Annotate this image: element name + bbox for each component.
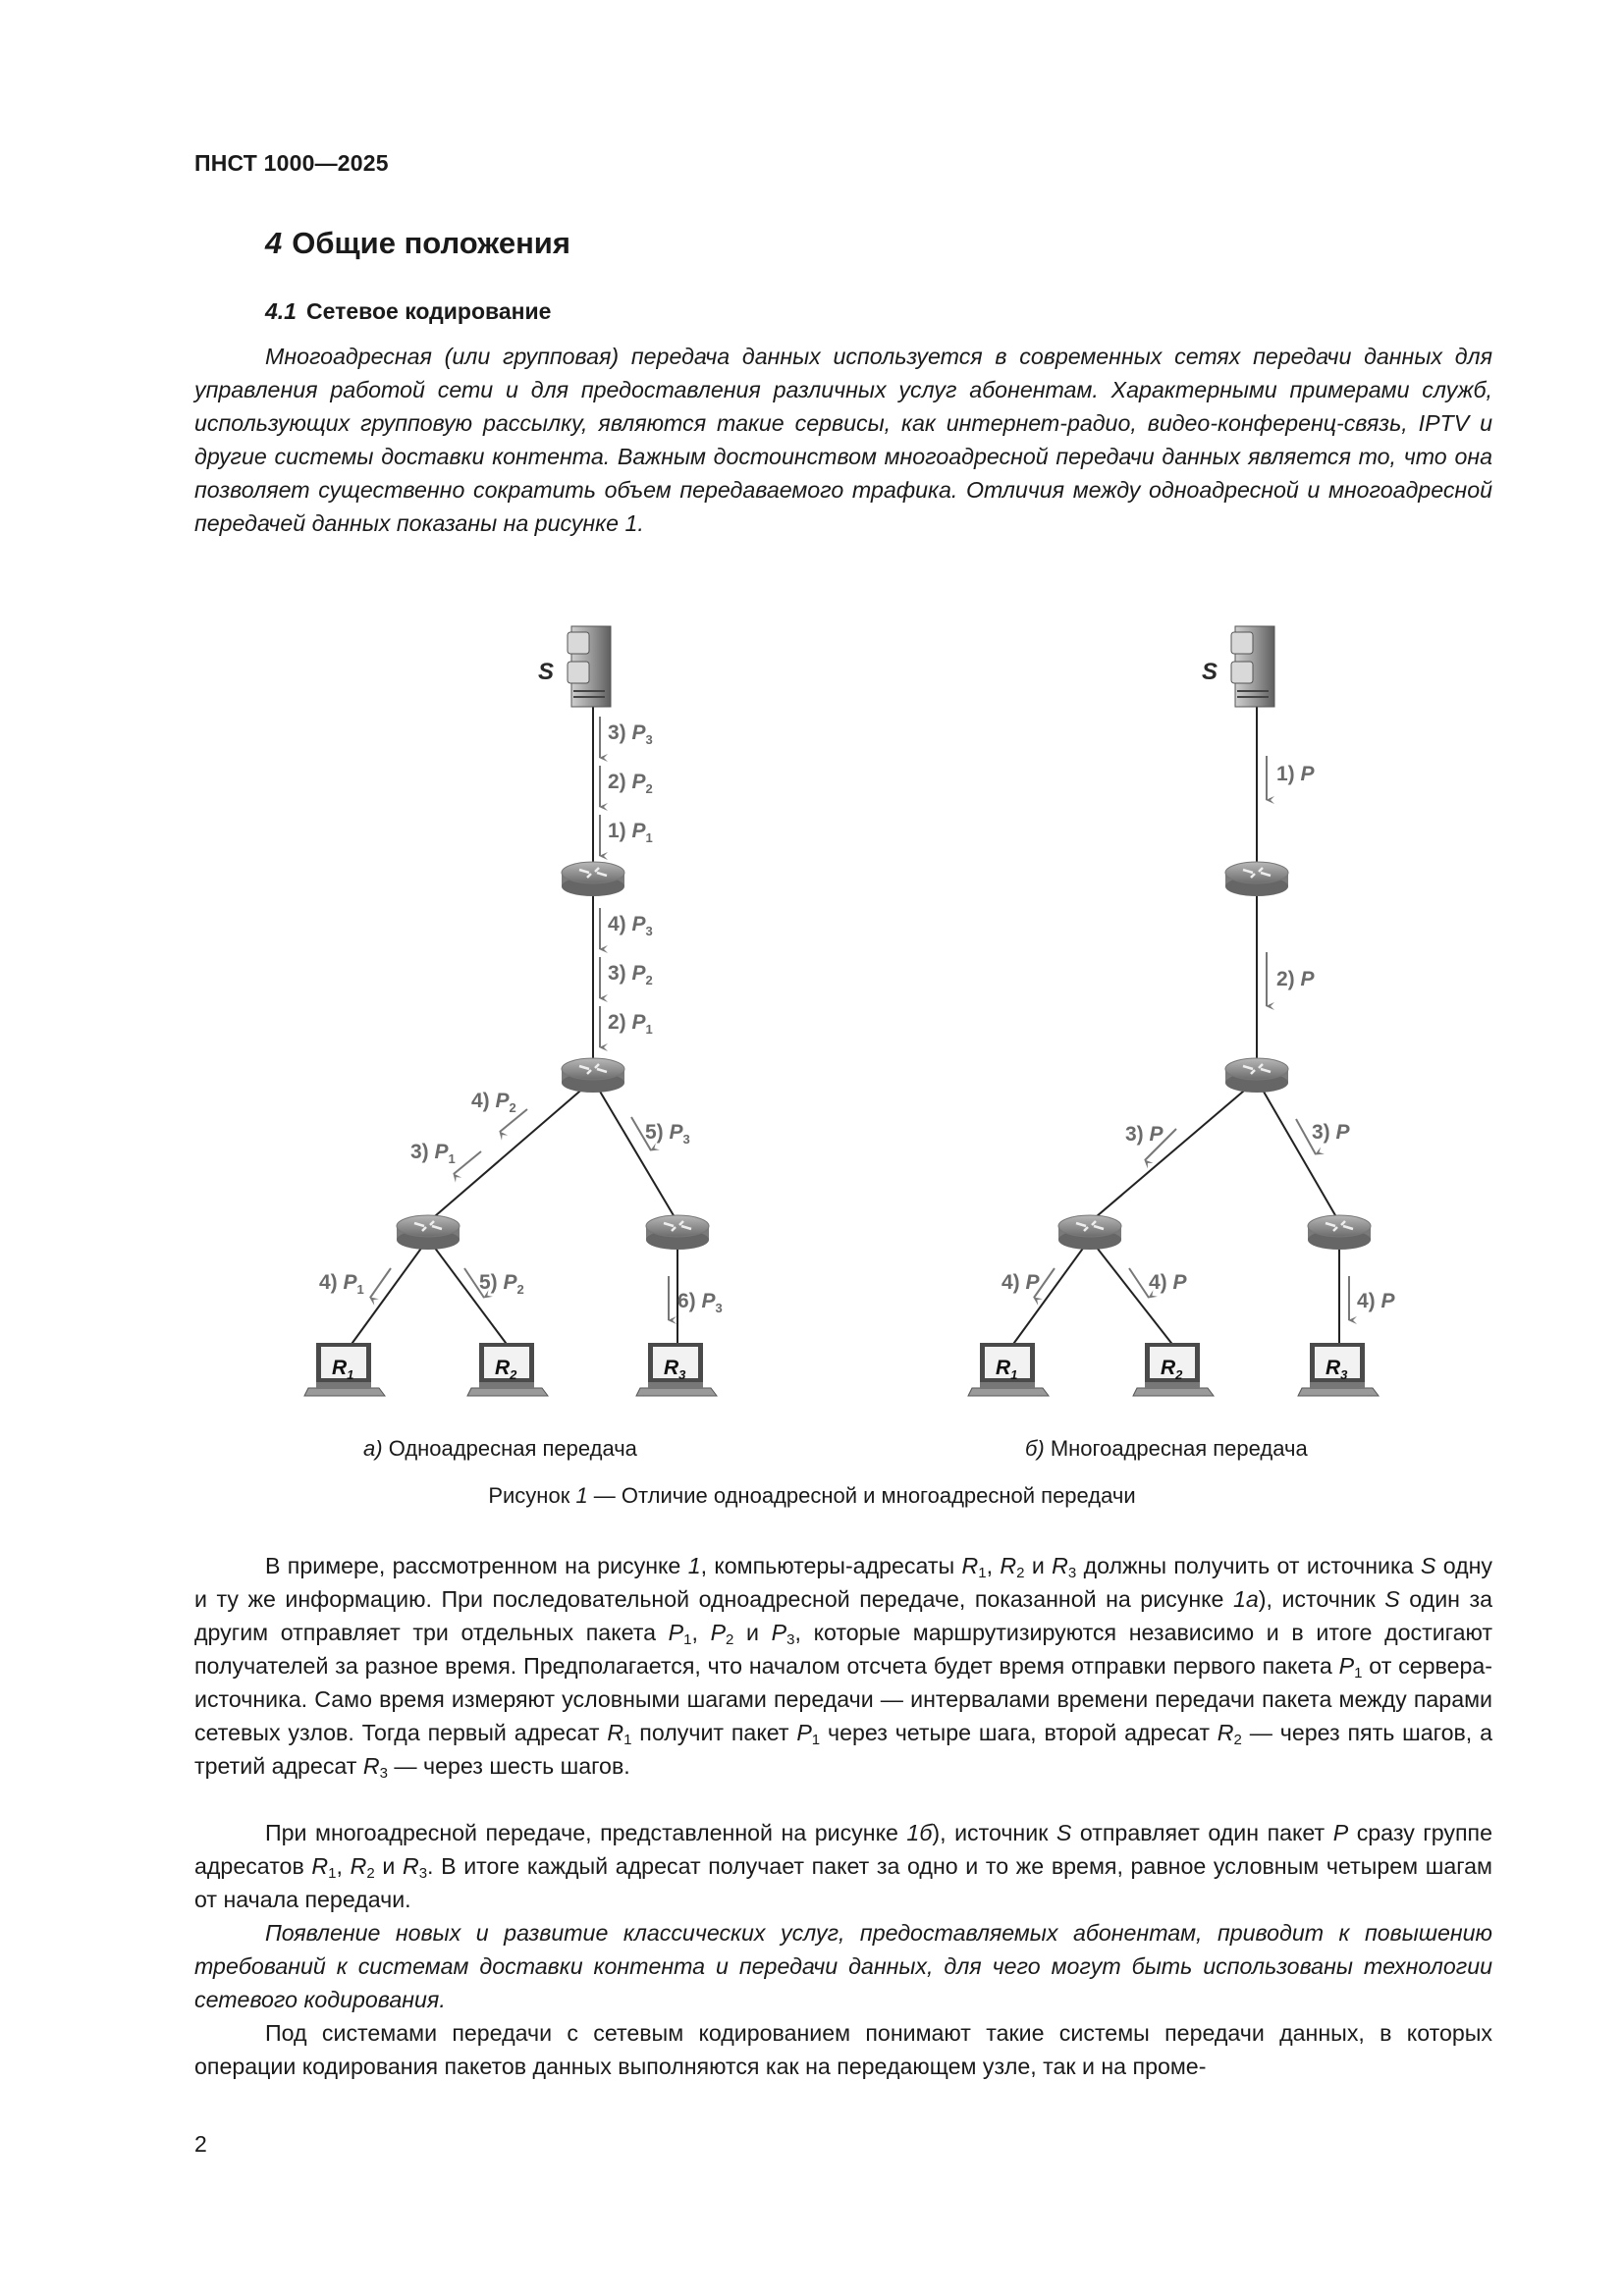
edge-label: 1) P [1276, 763, 1315, 785]
multicast-caption: б) Многоадресная передача [1025, 1436, 1308, 1461]
receiver-label: $R_2$ [495, 1357, 517, 1382]
receiver-label: $R_1$ [996, 1357, 1018, 1382]
edge-label: 6) $P_3$ [677, 1290, 723, 1315]
router-icon [646, 1215, 709, 1250]
link-r2-r4 [593, 1080, 677, 1222]
section-number: 4 [265, 226, 283, 260]
body-paragraph-3: Появление новых и развитие классических услуг, предоставляемых абонентам, приводит к повышению требований к системам доставки контента и передачи данных, для чего могут быть использованы технологии сетевого кодирования. [194, 1920, 1492, 2012]
router-icon [1308, 1215, 1371, 1250]
server-icon [1231, 626, 1274, 707]
router-icon [1225, 1058, 1288, 1093]
link-r2-r4 [1257, 1080, 1339, 1222]
router-icon [562, 1058, 624, 1093]
unicast-caption: а) Одноадресная передача [363, 1436, 637, 1461]
intro-paragraph: Многоадресная (или групповая) передача данных используется в современных сетях передачи данных для управления работой сети и для предоставления различных услуг абонентам. Характерными примерами служб, использующих групповую рассылку, являются такие сервисы, как интернет-радио, видео-конференц-связь, IPTV и другие системы доставки контента. Важным достоинством многоадресной передачи данных является то, что она позволяет существенно сократить объем передаваемого трафика. Отличия между одноадресной и многоадресной передачей данных показаны на рисунке 1. [194, 344, 1492, 536]
edge-label: 3) $P_2$ [608, 962, 653, 988]
figure-caption: Рисунок 1 — Отличие одноадресной и многоадресной передачи [488, 1483, 1136, 1508]
edge-label: 4) P [1001, 1271, 1040, 1294]
receiver-label: $R_3$ [1326, 1357, 1348, 1382]
body-paragraph-2: При многоадресной передаче, представленной на рисунке 1б), источник S отправляет один пакет P сразу группе адресатов $R_1$, $R_2$ и $R_3$. В итоге каждый адресат получает пакет за одно и то же время, равное условным четырем шагам от начала передачи. [194, 1820, 1493, 1912]
server-icon [568, 626, 611, 707]
receiver-label: $R_3$ [664, 1357, 686, 1382]
unicast-diagram [304, 626, 723, 1396]
subsection-number: 4.1 [265, 298, 297, 324]
document-header: ПНСТ 1000—2025 [194, 150, 389, 176]
edge-label: 5) $P_3$ [645, 1121, 690, 1147]
multicast-diagram [968, 626, 1396, 1396]
page-number: 2 [194, 2131, 207, 2157]
edge-label: 4) $P_2$ [471, 1090, 516, 1115]
source-label: S [1202, 659, 1218, 685]
link-r2-r3 [1090, 1080, 1257, 1222]
source-label: S [538, 659, 555, 685]
edge-label: 2) $P_1$ [608, 1011, 653, 1037]
subsection-title: Сетевое кодирование [305, 298, 552, 324]
receiver-label: $R_1$ [332, 1357, 354, 1382]
edge-label: 4) $P_3$ [608, 913, 653, 938]
edge-label: 4) P [1149, 1271, 1187, 1294]
router-icon [1225, 862, 1288, 896]
edge-label: 3) $P_3$ [608, 721, 653, 747]
edge-label: 4) P [1357, 1290, 1395, 1312]
router-icon [397, 1215, 460, 1250]
edge-label: 3) $P_1$ [410, 1141, 456, 1166]
edge-label: 3) P [1125, 1123, 1164, 1146]
edge-label: 3) P [1312, 1121, 1350, 1144]
edge-label: 2) $P_2$ [608, 771, 653, 796]
section-title: Общие положения [292, 226, 570, 260]
body-paragraph-4: Под системами передачи с сетевым кодированием понимают такие системы передачи данных, в которых операции кодирования пакетов данных выполняются как на передающем узле, так и на проме- [194, 2020, 1492, 2079]
router-icon [1058, 1215, 1121, 1250]
body-paragraph-1: В примере, рассмотренном на рисунке 1, компьютеры-адресаты $R_1$, $R_2$ и $R_3$ должны получить от источника S одну и ту же информацию. При последовательной одноадресной передаче, показанной на рисунке 1а), источник S один за другим отправляет три отдельных пакета $P_1$, $P_2$ и $P_3$, которые маршрутизируются независимо и в итоге достигают получателей за разное время. Предполагается, что началом отсчета будет время отправки первого пакета $P_1$ от сервера-источника. Само время измеряют условными шагами передачи — интервалами времени передачи пакета между парами сетевых узлов. Тогда первый адресат $R_1$ получит пакет $P_1$ через четыре шага, второй адресат $R_2$ — через пять шагов, а третий адресат $R_3$ — через шесть шагов. [194, 1553, 1493, 1782]
receiver-label: $R_2$ [1161, 1357, 1183, 1382]
edge-label: 5) $P_2$ [479, 1271, 524, 1297]
edge-label: 2) P [1276, 968, 1315, 990]
edge-label: 1) $P_1$ [608, 820, 653, 845]
router-icon [562, 862, 624, 896]
edge-label: 4) $P_1$ [319, 1271, 364, 1297]
